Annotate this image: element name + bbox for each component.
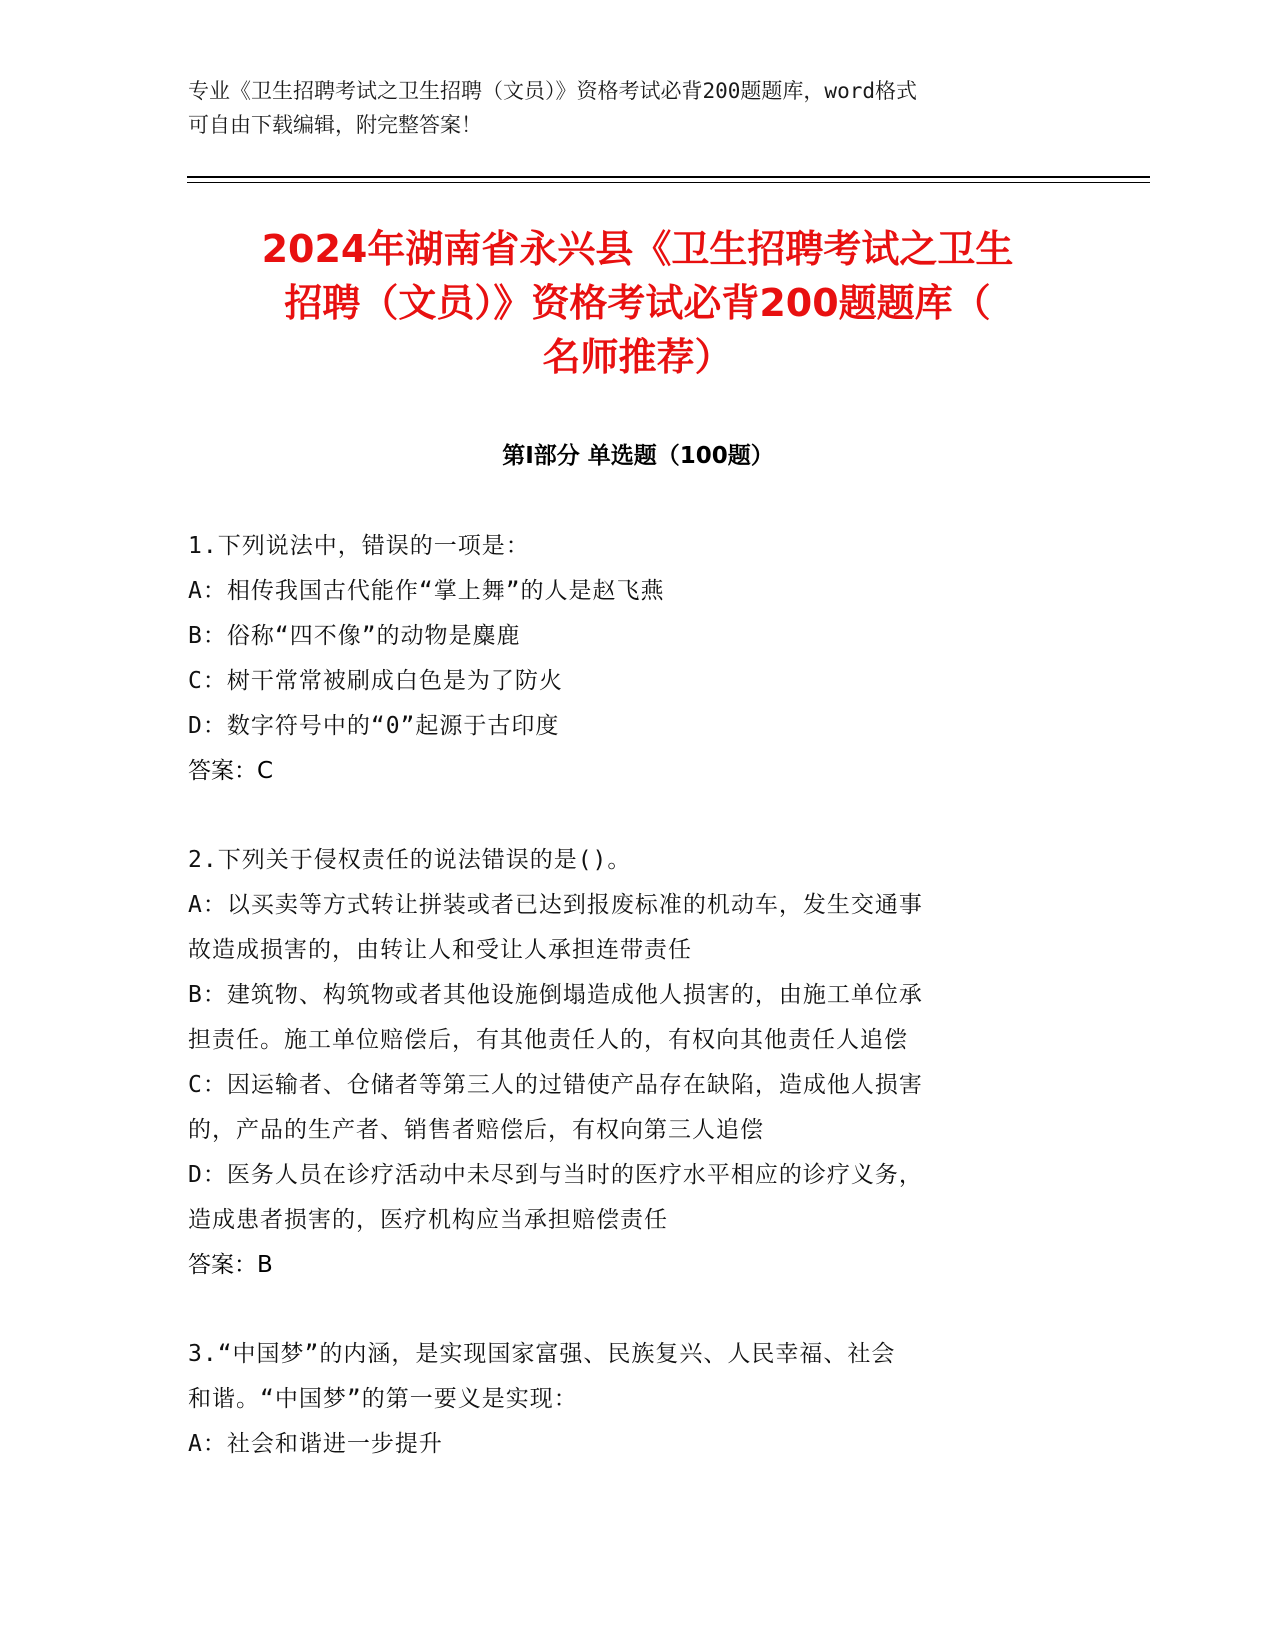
- question-stem-line-1: 3.“中国梦”的内涵，是实现国家富强、民族复兴、人民幸福、社会: [188, 1341, 896, 1367]
- title-line-3: 名师推荐）: [542, 335, 733, 379]
- option-b-line-1: B：建筑物、构筑物或者其他设施倒塌造成他人损害的，由施工单位承: [188, 982, 923, 1008]
- answer-label: 答案：B: [188, 1252, 273, 1278]
- option-c: C：树干常常被刷成白色是为了防火: [188, 668, 563, 694]
- option-d: D：数字符号中的“0”起源于古印度: [188, 713, 560, 739]
- header-rule-thick: [187, 176, 1150, 178]
- option-a-line-1: A：以买卖等方式转让拼装或者已达到报废标准的机动车，发生交通事: [188, 892, 923, 918]
- question-item: [188, 1332, 1068, 1467]
- option-b-line-2: 担责任。施工单位赔偿后，有其他责任人的，有权向其他责任人追偿: [188, 1027, 908, 1053]
- title-line-1: 2024年湖南省永兴县《卫生招聘考试之卫生: [261, 227, 1014, 271]
- option-a-line-2: 故造成损害的，由转让人和受让人承担连带责任: [188, 937, 692, 963]
- option-c-line-1: C：因运输者、仓储者等第三人的过错使产品存在缺陷，造成他人损害: [188, 1072, 923, 1098]
- option-d: [188, 1153, 1068, 1243]
- header-note-line-2: 可自由下载编辑，附完整答案！: [188, 113, 482, 137]
- option-a: A：相传我国古代能作“掌上舞”的人是赵飞燕: [188, 578, 665, 604]
- option-d-line-1: D：医务人员在诊疗活动中未尽到与当时的医疗水平相应的诊疗义务，: [188, 1162, 923, 1188]
- option-c: [188, 1063, 1068, 1153]
- header-rule-thin: [187, 182, 1150, 183]
- option-b: [188, 973, 1068, 1063]
- question-item: [188, 524, 1068, 794]
- question-stem: 1.下列说法中，错误的一项是：: [188, 533, 530, 559]
- header-note-line-1: 专业《卫生招聘考试之卫生招聘（文员）》资格考试必背200题题库，word格式: [188, 79, 917, 103]
- section-heading: 第Ⅰ部分 单选题（100题）: [502, 443, 774, 469]
- option-d-line-2: 造成患者损害的，医疗机构应当承担赔偿责任: [188, 1207, 668, 1233]
- question-stem: 2.下列关于侵权责任的说法错误的是()。: [188, 847, 632, 873]
- title-line-2: 招聘（文员）》资格考试必背200题题库（: [284, 281, 991, 325]
- option-a: A：社会和谐进一步提升: [188, 1431, 443, 1457]
- option-c-line-2: 的，产品的生产者、销售者赔偿后，有权向第三人追偿: [188, 1117, 764, 1143]
- question-list: [188, 524, 1068, 1511]
- document-title: [175, 222, 1100, 384]
- answer-label: 答案：C: [188, 758, 274, 784]
- option-b: B：俗称“四不像”的动物是麋鹿: [188, 623, 521, 649]
- option-a: [188, 883, 1068, 973]
- question-stem-line-2: 和谐。“中国梦”的第一要义是实现：: [188, 1386, 578, 1412]
- question-item: [188, 838, 1068, 1288]
- document-header-note: [188, 74, 1068, 142]
